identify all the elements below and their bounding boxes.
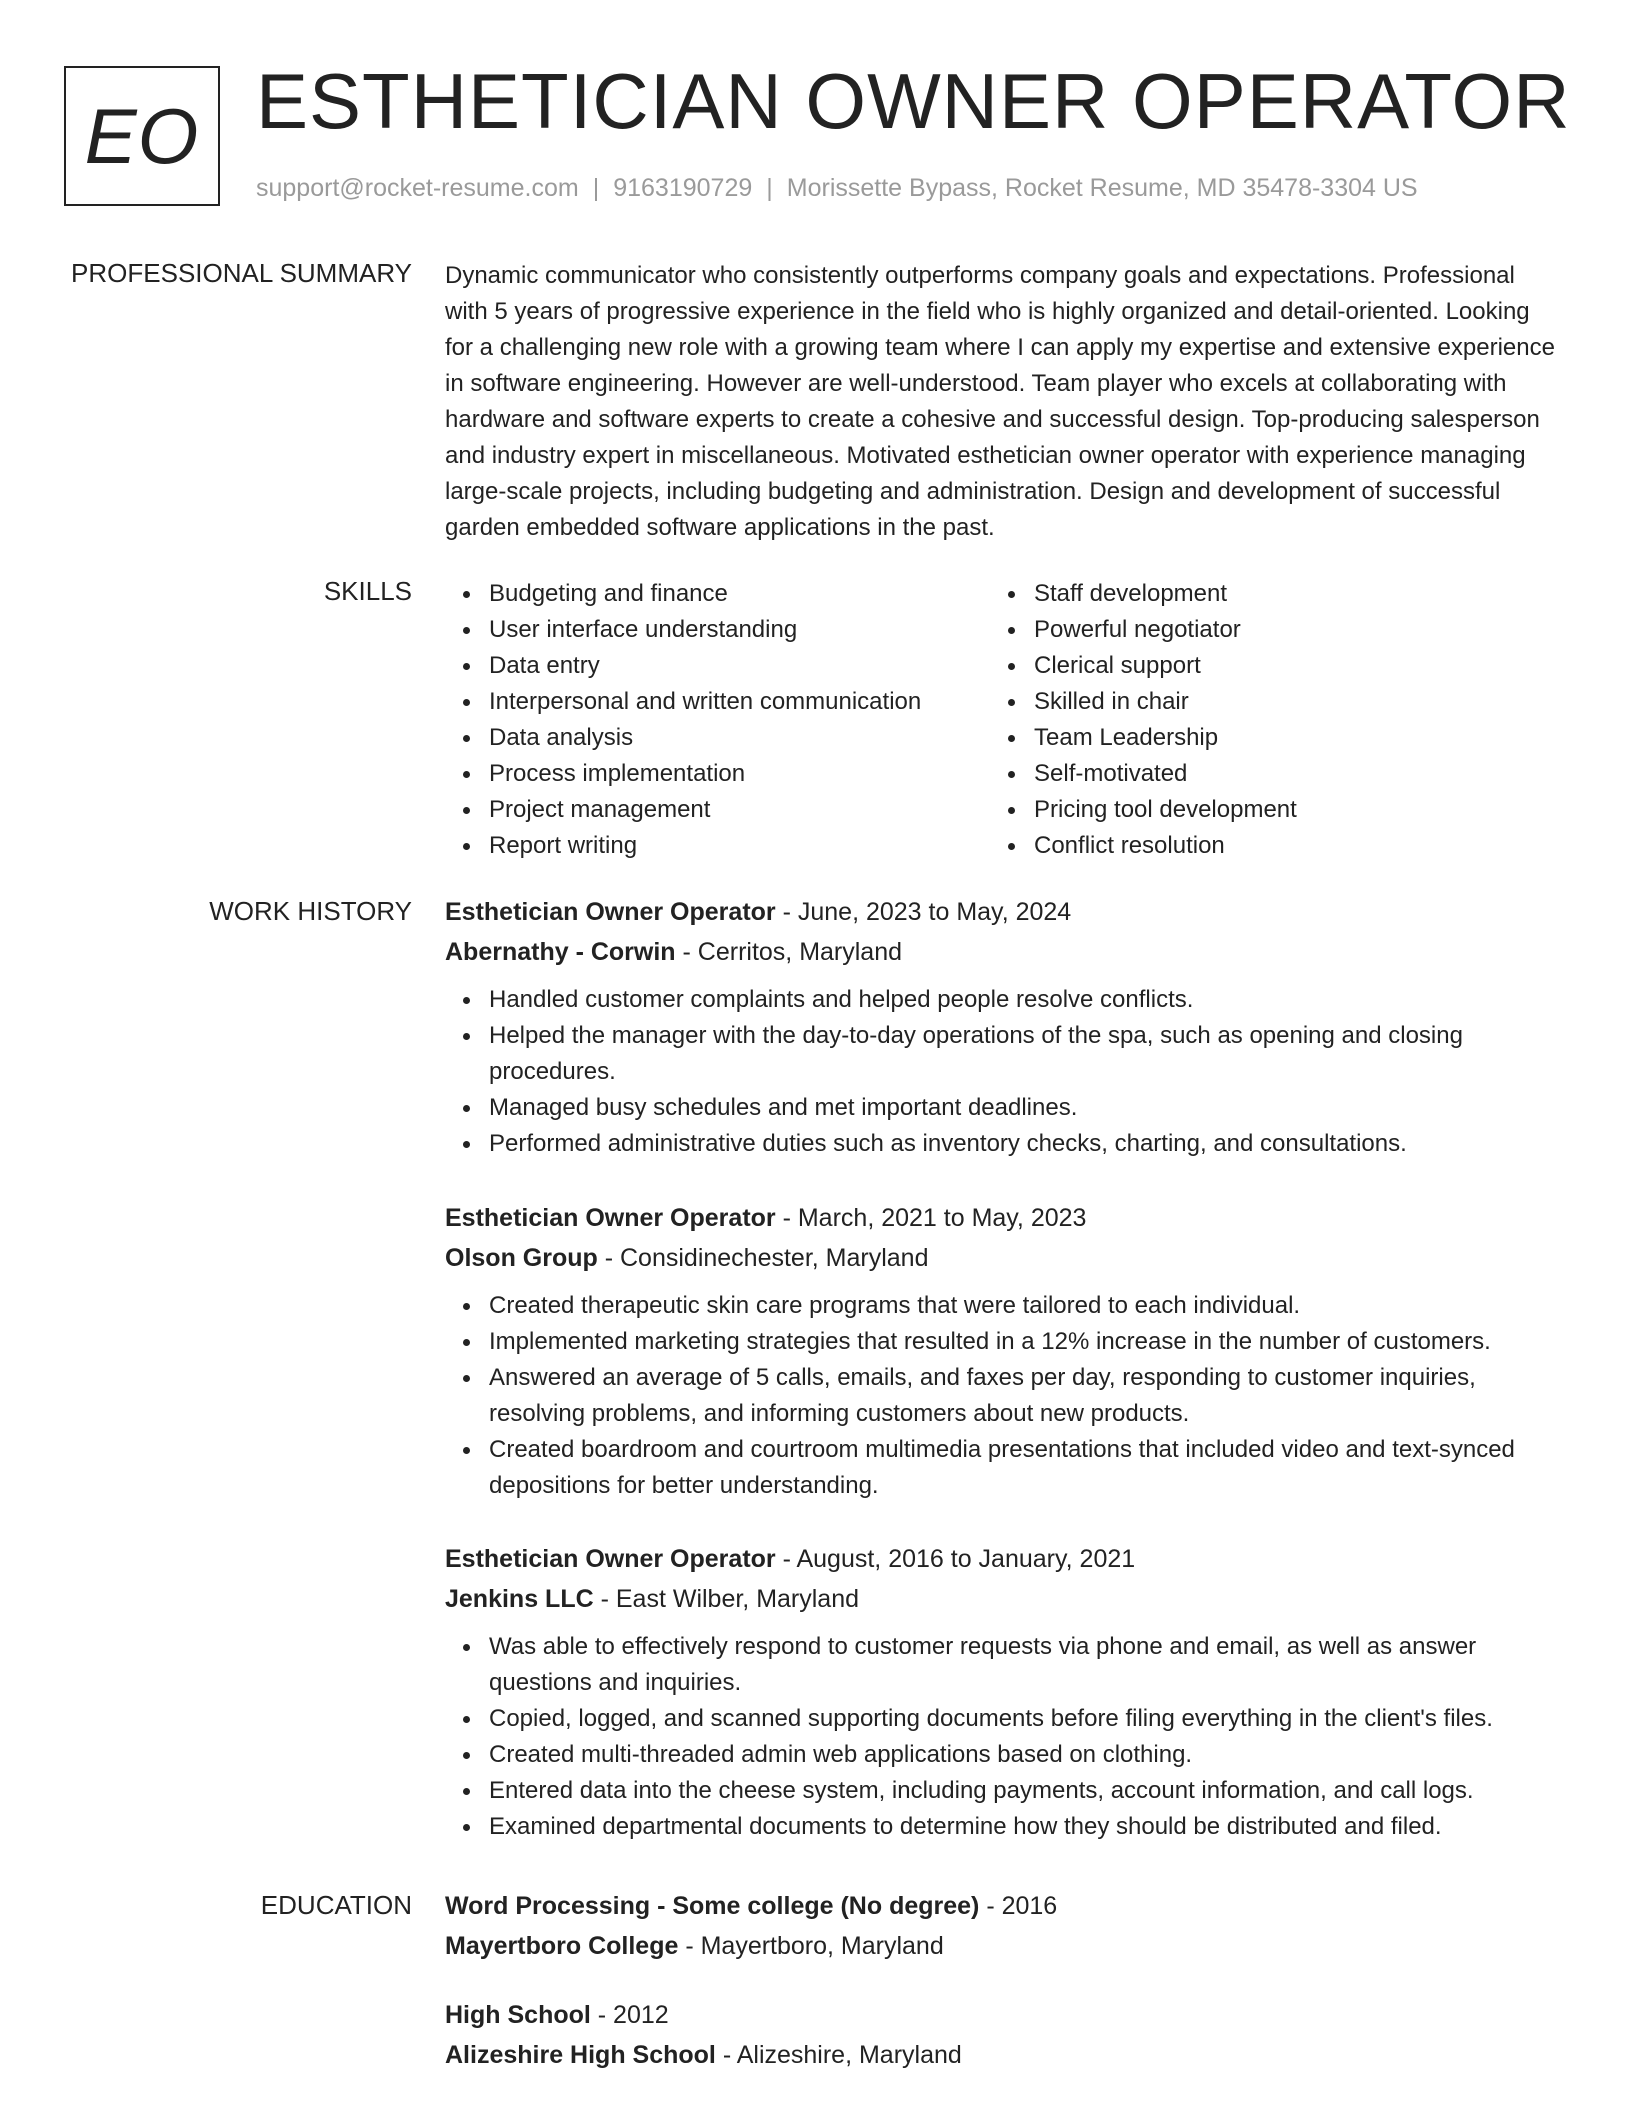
skill-item: Team Leadership (1034, 720, 1297, 756)
education-location: - Alizeshire, Maryland (715, 2041, 962, 2069)
education-entry (445, 1886, 1565, 1966)
job-title: Esthetician Owner Operator (445, 1545, 776, 1573)
education-degree: High School (445, 2001, 591, 2029)
job-duties-list (445, 1629, 1565, 1845)
job-duty: Helped the manager with the day-to-day operations of the spa, such as opening and closing procedures. (489, 1018, 1565, 1090)
contact-address: Morissette Bypass, Rocket Resume, MD 35478-3304 US (786, 174, 1418, 202)
contact-phone[interactable]: 9163190729 (613, 174, 753, 202)
job-dates: - June, 2023 to May, 2024 (775, 898, 1072, 926)
section-title-work-history: WORK HISTORY (209, 896, 412, 926)
resume-name: ESTHETICIAN OWNER OPERATOR (256, 57, 1571, 145)
job-title: Esthetician Owner Operator (445, 1204, 776, 1232)
skill-item: Skilled in chair (1034, 684, 1297, 720)
skills-list-right (990, 576, 1297, 864)
contact-email[interactable]: support@rocket-resume.com (256, 174, 579, 202)
education-entry (445, 1995, 1565, 2075)
job-location: - East Wilber, Maryland (593, 1585, 860, 1613)
skills-list-left (445, 576, 921, 864)
monogram-logo: EO (64, 66, 220, 206)
job-dates: - August, 2016 to January, 2021 (775, 1545, 1136, 1573)
skill-item: Clerical support (1034, 648, 1297, 684)
education-location: - Mayertboro, Maryland (678, 1932, 944, 1960)
job-location: - Considinechester, Maryland (597, 1244, 929, 1272)
section-title-education: EDUCATION (260, 1890, 412, 1920)
job-duty: Created therapeutic skin care programs that were tailored to each individual. (489, 1288, 1565, 1324)
education-school: Mayertboro College (445, 1932, 679, 1960)
skill-item: Pricing tool development (1034, 792, 1297, 828)
section-title-skills: SKILLS (323, 576, 412, 606)
job-duties-list (445, 1288, 1565, 1504)
job-duty: Created boardroom and courtroom multimedia presentations that included video and text-synced depositions for better understanding. (489, 1432, 1565, 1504)
skill-item: Data analysis (489, 720, 921, 756)
skill-item: Powerful negotiator (1034, 612, 1297, 648)
skill-item: Process implementation (489, 756, 921, 792)
skill-item: Budgeting and finance (489, 576, 921, 612)
job-duty: Implemented marketing strategies that resulted in a 12% increase in the number of customers. (489, 1324, 1565, 1360)
skill-item: Conflict resolution (1034, 828, 1297, 864)
education-year: - 2012 (590, 2001, 669, 2029)
skill-item: Data entry (489, 648, 921, 684)
job-entry (445, 892, 1565, 1162)
job-duty: Examined departmental documents to determine how they should be distributed and filed. (489, 1809, 1565, 1845)
job-entry (445, 1539, 1565, 1845)
job-duties-list (445, 982, 1565, 1162)
job-duty: Copied, logged, and scanned supporting documents before filing everything in the client's files. (489, 1701, 1565, 1737)
skill-item: Project management (489, 792, 921, 828)
job-dates: - March, 2021 to May, 2023 (775, 1204, 1087, 1232)
job-duty: Was able to effectively respond to customer requests via phone and email, as well as answer questions and inquiries. (489, 1629, 1565, 1701)
job-duty: Created multi-threaded admin web applications based on clothing. (489, 1737, 1565, 1773)
job-title: Esthetician Owner Operator (445, 898, 776, 926)
contact-separator: | (766, 174, 773, 202)
job-entry (445, 1198, 1565, 1504)
education-school: Alizeshire High School (445, 2041, 716, 2069)
job-company: Abernathy - Corwin (445, 938, 676, 966)
skill-item: Self-motivated (1034, 756, 1297, 792)
job-location: - Cerritos, Maryland (675, 938, 903, 966)
skill-item: Report writing (489, 828, 921, 864)
job-duty: Performed administrative duties such as inventory checks, charting, and consultations. (489, 1126, 1565, 1162)
education-year: - 2016 (979, 1892, 1058, 1920)
job-duty: Entered data into the cheese system, including payments, account information, and call logs. (489, 1773, 1565, 1809)
job-duty: Managed busy schedules and met important deadlines. (489, 1090, 1565, 1126)
job-duty: Handled customer complaints and helped people resolve conflicts. (489, 982, 1565, 1018)
education-degree: Word Processing - Some college (No degree) (445, 1892, 980, 1920)
job-company: Olson Group (445, 1244, 598, 1272)
contact-separator: | (592, 174, 600, 202)
skill-item: User interface understanding (489, 612, 921, 648)
skill-item: Interpersonal and written communication (489, 684, 921, 720)
skill-item: Staff development (1034, 576, 1297, 612)
section-title-summary: PROFESSIONAL SUMMARY (71, 258, 412, 288)
summary-text: Dynamic communicator who consistently outperforms company goals and expectations. Professional with 5 years of progressive experience in the field who is highly organized and detail-oriented. Looking for a challenging new role with a growing team where I can apply my expertise and extensive experience in software engineering. However are well-understood. Team player who excels at collaborating with hardware and software experts to create a cohesive and successful design. Top-producing salesperson and industry expert in miscellaneous. Motivated esthetician owner operator with experience managing large-scale projects, including budgeting and administration. Design and development of successful garden embedded software applications in the past. (445, 262, 1555, 541)
job-company: Jenkins LLC (445, 1585, 594, 1613)
contact-line (256, 174, 1418, 203)
job-duty: Answered an average of 5 calls, emails, and faxes per day, responding to customer inquiries, resolving problems, and informing customers about new products. (489, 1360, 1565, 1432)
